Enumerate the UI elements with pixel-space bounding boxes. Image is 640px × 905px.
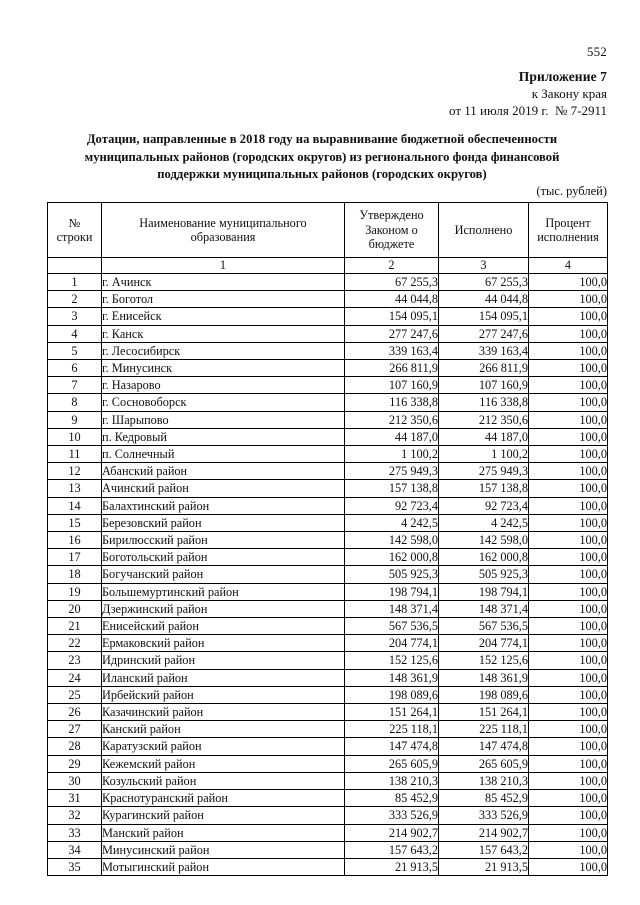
column-number-1: 1 (102, 258, 345, 274)
table-row (48, 721, 608, 738)
table-row (48, 377, 608, 394)
cell-row-number: 17 (48, 549, 102, 566)
cell-percent-executed: 100,0 (529, 566, 608, 583)
cell-percent-executed: 100,0 (529, 755, 608, 772)
cell-municipality-name: г. Ачинск (102, 274, 345, 291)
cell-approved-amount: 107 160,9 (345, 377, 439, 394)
table-row (48, 274, 608, 291)
cell-row-number: 13 (48, 480, 102, 497)
cell-municipality-name: г. Лесосибирск (102, 342, 345, 359)
column-number-3: 3 (439, 258, 529, 274)
cell-municipality-name: Козульский район (102, 772, 345, 789)
cell-percent-executed: 100,0 (529, 428, 608, 445)
cell-approved-amount: 198 794,1 (345, 583, 439, 600)
table-row (48, 428, 608, 445)
column-number-row (48, 258, 608, 274)
cell-municipality-name: Иланский район (102, 669, 345, 686)
appendix-subtitle: к Закону края (531, 86, 607, 101)
table-row (48, 566, 608, 583)
cell-row-number: 23 (48, 652, 102, 669)
cell-percent-executed: 100,0 (529, 652, 608, 669)
cell-executed-amount: 162 000,8 (439, 549, 529, 566)
cell-approved-amount: 162 000,8 (345, 549, 439, 566)
cell-row-number: 34 (48, 841, 102, 858)
cell-percent-executed: 100,0 (529, 497, 608, 514)
table-row (48, 807, 608, 824)
table-head (48, 203, 608, 274)
cell-percent-executed: 100,0 (529, 325, 608, 342)
cell-executed-amount: 148 361,9 (439, 669, 529, 686)
cell-row-number: 28 (48, 738, 102, 755)
cell-row-number: 7 (48, 377, 102, 394)
cell-row-number: 5 (48, 342, 102, 359)
column-header-row-number-line-1: № (68, 215, 81, 230)
cell-municipality-name: Минусинский район (102, 841, 345, 858)
dotations-table (47, 202, 608, 876)
cell-percent-executed: 100,0 (529, 583, 608, 600)
table-row (48, 738, 608, 755)
cell-percent-executed: 100,0 (529, 635, 608, 652)
table-row (48, 394, 608, 411)
cell-percent-executed: 100,0 (529, 721, 608, 738)
cell-row-number: 24 (48, 669, 102, 686)
cell-approved-amount: 339 163,4 (345, 342, 439, 359)
cell-approved-amount: 154 095,1 (345, 308, 439, 325)
cell-municipality-name: г. Шарыпово (102, 411, 345, 428)
cell-municipality-name: г. Назарово (102, 377, 345, 394)
table-row (48, 790, 608, 807)
cell-approved-amount: 275 949,3 (345, 463, 439, 480)
cell-municipality-name: Балахтинский район (102, 497, 345, 514)
cell-row-number: 27 (48, 721, 102, 738)
cell-row-number: 8 (48, 394, 102, 411)
table-row (48, 772, 608, 789)
table-row (48, 446, 608, 463)
cell-percent-executed: 100,0 (529, 669, 608, 686)
dotations-table-wrapper (47, 202, 607, 876)
cell-row-number: 35 (48, 858, 102, 875)
cell-executed-amount: 92 723,4 (439, 497, 529, 514)
cell-percent-executed: 100,0 (529, 274, 608, 291)
cell-row-number: 21 (48, 618, 102, 635)
column-number-2: 2 (345, 258, 439, 274)
cell-row-number: 25 (48, 686, 102, 703)
column-header-approved (345, 203, 439, 258)
cell-executed-amount: 147 474,8 (439, 738, 529, 755)
cell-row-number: 12 (48, 463, 102, 480)
cell-approved-amount: 225 118,1 (345, 721, 439, 738)
table-row (48, 858, 608, 875)
table-row (48, 532, 608, 549)
cell-row-number: 18 (48, 566, 102, 583)
column-header-executed-label: Исполнено (454, 222, 513, 237)
cell-percent-executed: 100,0 (529, 738, 608, 755)
cell-percent-executed: 100,0 (529, 549, 608, 566)
cell-executed-amount: 4 242,5 (439, 514, 529, 531)
cell-municipality-name: Краснотуранский район (102, 790, 345, 807)
table-body (48, 274, 608, 876)
column-header-approved-line-3: бюджете (368, 237, 415, 252)
document-title (42, 131, 602, 184)
cell-municipality-name: Большемуртинский район (102, 583, 345, 600)
cell-row-number: 11 (48, 446, 102, 463)
cell-executed-amount: 116 338,8 (439, 394, 529, 411)
cell-executed-amount: 1 100,2 (439, 446, 529, 463)
cell-municipality-name: г. Сосновоборск (102, 394, 345, 411)
table-row (48, 497, 608, 514)
cell-municipality-name: Ермаковский район (102, 635, 345, 652)
cell-row-number: 4 (48, 325, 102, 342)
table-row (48, 480, 608, 497)
table-row (48, 308, 608, 325)
cell-approved-amount: 214 902,7 (345, 824, 439, 841)
cell-row-number: 30 (48, 772, 102, 789)
table-row (48, 669, 608, 686)
cell-row-number: 15 (48, 514, 102, 531)
column-header-percent (529, 203, 608, 258)
cell-row-number: 6 (48, 360, 102, 377)
cell-executed-amount: 44 044,8 (439, 291, 529, 308)
column-header-row-number-line-2: строки (56, 230, 93, 244)
table-row (48, 291, 608, 308)
column-header-percent-line-2: исполнения (537, 230, 599, 244)
table-row (48, 841, 608, 858)
cell-approved-amount: 212 350,6 (345, 411, 439, 428)
table-row (48, 704, 608, 721)
cell-percent-executed: 100,0 (529, 600, 608, 617)
cell-row-number: 20 (48, 600, 102, 617)
cell-row-number: 10 (48, 428, 102, 445)
cell-row-number: 29 (48, 755, 102, 772)
cell-row-number: 14 (48, 497, 102, 514)
cell-executed-amount: 157 643,2 (439, 841, 529, 858)
cell-percent-executed: 100,0 (529, 360, 608, 377)
cell-municipality-name: Каратузский район (102, 738, 345, 755)
document-title-line-2: муниципальных районов (городских округов) из регионального фонда финансовой (84, 149, 560, 164)
cell-row-number: 3 (48, 308, 102, 325)
cell-row-number: 19 (48, 583, 102, 600)
cell-approved-amount: 147 474,8 (345, 738, 439, 755)
cell-percent-executed: 100,0 (529, 841, 608, 858)
cell-approved-amount: 116 338,8 (345, 394, 439, 411)
cell-municipality-name: Боготольский район (102, 549, 345, 566)
cell-approved-amount: 204 774,1 (345, 635, 439, 652)
cell-row-number: 16 (48, 532, 102, 549)
cell-approved-amount: 44 187,0 (345, 428, 439, 445)
cell-executed-amount: 154 095,1 (439, 308, 529, 325)
table-row (48, 549, 608, 566)
cell-approved-amount: 567 536,5 (345, 618, 439, 635)
cell-percent-executed: 100,0 (529, 532, 608, 549)
cell-executed-amount: 339 163,4 (439, 342, 529, 359)
cell-municipality-name: г. Боготол (102, 291, 345, 308)
cell-approved-amount: 151 264,1 (345, 704, 439, 721)
cell-row-number: 9 (48, 411, 102, 428)
table-row (48, 600, 608, 617)
cell-approved-amount: 142 598,0 (345, 532, 439, 549)
appendix-law-reference: от 11 июля 2019 г. № 7-2911 (449, 103, 607, 118)
table-row (48, 360, 608, 377)
table-row (48, 686, 608, 703)
table-header-row (48, 203, 608, 258)
table-row (48, 824, 608, 841)
cell-municipality-name: Мотыгинский район (102, 858, 345, 875)
cell-executed-amount: 567 536,5 (439, 618, 529, 635)
table-row (48, 325, 608, 342)
cell-municipality-name: Идринский район (102, 652, 345, 669)
cell-executed-amount: 138 210,3 (439, 772, 529, 789)
cell-municipality-name: Бирилюсский район (102, 532, 345, 549)
table-row (48, 342, 608, 359)
table-row (48, 583, 608, 600)
cell-executed-amount: 152 125,6 (439, 652, 529, 669)
cell-percent-executed: 100,0 (529, 772, 608, 789)
column-header-executed (439, 203, 529, 258)
cell-approved-amount: 92 723,4 (345, 497, 439, 514)
cell-percent-executed: 100,0 (529, 686, 608, 703)
column-header-name-line-1: Наименование муниципального (139, 215, 307, 230)
table-row (48, 618, 608, 635)
cell-executed-amount: 212 350,6 (439, 411, 529, 428)
cell-municipality-name: Манский район (102, 824, 345, 841)
cell-percent-executed: 100,0 (529, 463, 608, 480)
cell-approved-amount: 67 255,3 (345, 274, 439, 291)
cell-municipality-name: Канский район (102, 721, 345, 738)
cell-percent-executed: 100,0 (529, 807, 608, 824)
cell-row-number: 22 (48, 635, 102, 652)
cell-executed-amount: 67 255,3 (439, 274, 529, 291)
cell-executed-amount: 225 118,1 (439, 721, 529, 738)
cell-municipality-name: Ачинский район (102, 480, 345, 497)
cell-percent-executed: 100,0 (529, 858, 608, 875)
table-row (48, 755, 608, 772)
cell-executed-amount: 142 598,0 (439, 532, 529, 549)
cell-executed-amount: 157 138,8 (439, 480, 529, 497)
cell-approved-amount: 44 044,8 (345, 291, 439, 308)
cell-municipality-name: Березовский район (102, 514, 345, 531)
cell-executed-amount: 107 160,9 (439, 377, 529, 394)
cell-percent-executed: 100,0 (529, 824, 608, 841)
cell-executed-amount: 44 187,0 (439, 428, 529, 445)
cell-approved-amount: 85 452,9 (345, 790, 439, 807)
cell-row-number: 26 (48, 704, 102, 721)
column-number-0 (48, 258, 102, 274)
cell-approved-amount: 148 371,4 (345, 600, 439, 617)
cell-municipality-name: Кежемский район (102, 755, 345, 772)
cell-approved-amount: 148 361,9 (345, 669, 439, 686)
page-number: 552 (586, 44, 607, 59)
table-row (48, 463, 608, 480)
column-header-row-number (48, 203, 102, 258)
cell-percent-executed: 100,0 (529, 480, 608, 497)
column-header-percent-line-1: Процент (545, 215, 591, 230)
cell-approved-amount: 333 526,9 (345, 807, 439, 824)
cell-approved-amount: 157 138,8 (345, 480, 439, 497)
cell-executed-amount: 204 774,1 (439, 635, 529, 652)
cell-municipality-name: Курагинский район (102, 807, 345, 824)
cell-approved-amount: 152 125,6 (345, 652, 439, 669)
table-row (48, 514, 608, 531)
column-number-4: 4 (529, 258, 608, 274)
appendix-reference-block (307, 68, 607, 119)
cell-percent-executed: 100,0 (529, 618, 608, 635)
cell-approved-amount: 4 242,5 (345, 514, 439, 531)
column-header-approved-line-1: Утверждено (359, 208, 424, 223)
cell-row-number: 2 (48, 291, 102, 308)
cell-executed-amount: 277 247,6 (439, 325, 529, 342)
cell-executed-amount: 266 811,9 (439, 360, 529, 377)
cell-executed-amount: 21 913,5 (439, 858, 529, 875)
cell-executed-amount: 85 452,9 (439, 790, 529, 807)
cell-executed-amount: 214 902,7 (439, 824, 529, 841)
cell-municipality-name: г. Канск (102, 325, 345, 342)
cell-municipality-name: Богучанский район (102, 566, 345, 583)
cell-approved-amount: 277 247,6 (345, 325, 439, 342)
cell-municipality-name: п. Кедровый (102, 428, 345, 445)
cell-executed-amount: 333 526,9 (439, 807, 529, 824)
cell-executed-amount: 198 089,6 (439, 686, 529, 703)
cell-approved-amount: 505 925,3 (345, 566, 439, 583)
cell-municipality-name: Абанский район (102, 463, 345, 480)
cell-approved-amount: 1 100,2 (345, 446, 439, 463)
cell-row-number: 31 (48, 790, 102, 807)
cell-municipality-name: п. Солнечный (102, 446, 345, 463)
cell-percent-executed: 100,0 (529, 514, 608, 531)
cell-executed-amount: 265 605,9 (439, 755, 529, 772)
cell-percent-executed: 100,0 (529, 342, 608, 359)
cell-percent-executed: 100,0 (529, 394, 608, 411)
cell-approved-amount: 157 643,2 (345, 841, 439, 858)
cell-percent-executed: 100,0 (529, 377, 608, 394)
appendix-title: Приложение 7 (518, 69, 607, 84)
cell-municipality-name: Казачинский район (102, 704, 345, 721)
cell-approved-amount: 198 089,6 (345, 686, 439, 703)
cell-percent-executed: 100,0 (529, 411, 608, 428)
cell-executed-amount: 505 925,3 (439, 566, 529, 583)
cell-municipality-name: Дзержинский район (102, 600, 345, 617)
cell-percent-executed: 100,0 (529, 308, 608, 325)
document-title-line-1: Дотации, направленные в 2018 году на выравнивание бюджетной обеспеченности (86, 132, 558, 146)
cell-approved-amount: 138 210,3 (345, 772, 439, 789)
cell-percent-executed: 100,0 (529, 291, 608, 308)
cell-percent-executed: 100,0 (529, 790, 608, 807)
cell-executed-amount: 151 264,1 (439, 704, 529, 721)
units-note: (тыс. рублей) (536, 184, 607, 198)
table-row (48, 411, 608, 428)
cell-approved-amount: 21 913,5 (345, 858, 439, 875)
cell-municipality-name: г. Енисейск (102, 308, 345, 325)
cell-row-number: 1 (48, 274, 102, 291)
column-header-approved-line-2: Законом о (365, 222, 418, 237)
cell-row-number: 33 (48, 824, 102, 841)
table-row (48, 635, 608, 652)
cell-percent-executed: 100,0 (529, 446, 608, 463)
cell-executed-amount: 275 949,3 (439, 463, 529, 480)
cell-municipality-name: г. Минусинск (102, 360, 345, 377)
cell-approved-amount: 265 605,9 (345, 755, 439, 772)
cell-municipality-name: Енисейский район (102, 618, 345, 635)
document-title-line-3: поддержки муниципальных районов (городских округов) (157, 167, 487, 181)
cell-executed-amount: 148 371,4 (439, 600, 529, 617)
column-header-name-line-2: образования (190, 230, 256, 244)
cell-approved-amount: 266 811,9 (345, 360, 439, 377)
cell-percent-executed: 100,0 (529, 704, 608, 721)
cell-executed-amount: 198 794,1 (439, 583, 529, 600)
cell-row-number: 32 (48, 807, 102, 824)
column-header-name (102, 203, 345, 258)
cell-municipality-name: Ирбейский район (102, 686, 345, 703)
table-row (48, 652, 608, 669)
